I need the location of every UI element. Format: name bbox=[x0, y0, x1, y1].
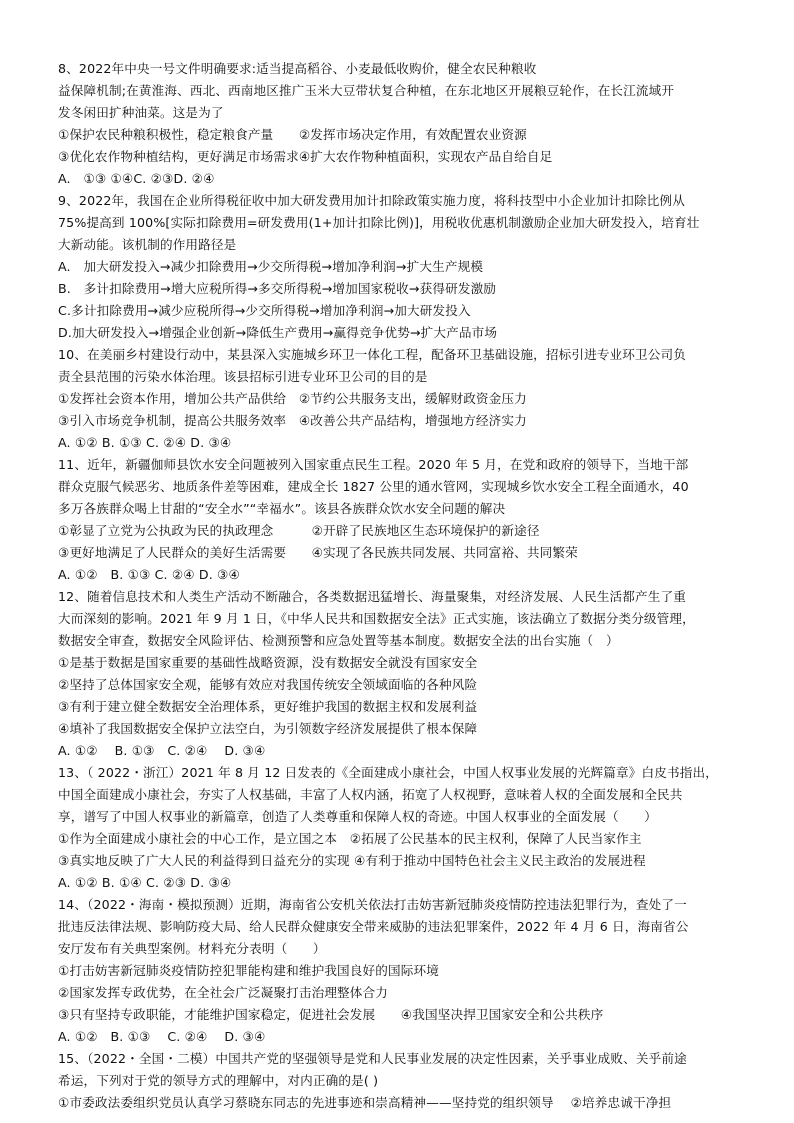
text-line: 大新动能。该机制的作用路径是 bbox=[58, 237, 237, 252]
text-line: ④填补了我国数据安全保护立法空白，为引领数字经济发展提供了根本保障 bbox=[58, 721, 478, 736]
text-line: ③优化农作物种植结构，更好满足市场需求④扩大农作物种植面积，实现农产品自给自足 bbox=[58, 149, 553, 164]
text-line: 12、随着信息技术和人类生产活动不断融合，各类数据迅猛增长、海量聚集，对经济发展、人民生活都产生了重 bbox=[58, 589, 687, 604]
text-line: 14、（2022・海南・模拟预测）近期，海南省公安机关依法打击妨害新冠肺炎疫情防控违法犯罪行为，查处了一 bbox=[58, 897, 687, 912]
text-line: 75%提高到 100%[实际扣除费用=研发费用(1+加计扣除比例)]，用税收优惠机制激励企业加大研发投入，培育壮 bbox=[58, 215, 700, 230]
text-line: A. ①③ ①④C. ②③D. ②④ bbox=[58, 171, 215, 186]
text-line: A. ①② B. ①④ C. ②③ D. ③④ bbox=[58, 875, 232, 890]
text-line: ③只有坚持专政职能，才能维护国家稳定，促进社会发展 ④我国坚决捍卫国家安全和公共秩序 bbox=[58, 1007, 604, 1022]
text-line: 益保障机制;在黄淮海、西北、西南地区推广玉米大豆带状复合种植，在东北地区开展粮豆轮作，在长江流域开 bbox=[58, 83, 675, 98]
text-line: 多万各族群众喝上甘甜的“安全水”“幸福水”。该县各族群众饮水安全问题的解决 bbox=[58, 501, 506, 516]
text-line: ③有利于建立健全数据安全治理体系，更好维护我国的数据主权和发展利益 bbox=[58, 699, 478, 714]
text-line: A. ①② B. ①③ C. ②④ D. ③④ bbox=[58, 435, 232, 450]
text-line: ①市委政法委组织党员认真学习蔡晓东同志的先进事迹和崇高精神——坚持党的组织领导 ②培养忠诚干净担 bbox=[58, 1095, 672, 1110]
text-line: 希运，下列对于党的领导方式的理解中，对内正确的是( ) bbox=[58, 1073, 379, 1088]
text-line: ①打击妨害新冠肺炎疫情防控犯罪能构建和维护我国良好的国际环境 bbox=[58, 963, 440, 978]
text-line: 15、（2022・全国・二模）中国共产党的坚强领导是党和人民事业发展的决定性因素，关乎事业成败、关乎前途 bbox=[58, 1051, 687, 1066]
text-line: A. 加大研发投入→减少扣除费用→少交所得税→增加净利润→扩大生产规模 bbox=[58, 259, 484, 274]
text-line: 13、（ 2022・浙江）2021 年 8 月 12 日发表的《全面建成小康社会，中国人权事业发展的光辉篇章》白皮书指出， bbox=[58, 765, 718, 780]
text-line: 享，谱写了中国人权事业的新篇章，创造了人类尊重和保障人权的奇迹。中国人权事业的全面发展（ ） bbox=[58, 809, 657, 824]
text-line: 安厅发布有关典型案例。材料充分表明（ ） bbox=[58, 941, 326, 956]
text-line: ①发挥社会资本作用，增加公共产品供给 ②节约公共服务支出，缓解财政资金压力 bbox=[58, 391, 527, 406]
text-line: 8、2022年中央一号文件明确要求:适当提高稻谷、小麦最低收购价，健全农民种粮收 bbox=[58, 61, 537, 76]
text-line: 10、在美丽乡村建设行动中，某县深入实施城乡环卫一体化工程，配备环卫基础设施，招标引进专业环卫公司负 bbox=[58, 347, 687, 362]
text-line: 责全县范围的污染水体治理。该县招标引进专业环卫公司的目的是 bbox=[58, 369, 428, 384]
text-line: ①是基于数据是国家重要的基础性战略资源，没有数据安全就没有国家安全 bbox=[58, 655, 478, 670]
text-line: 批违反法律法规、影响防疫大局、给人民群众健康安全带来威胁的违法犯罪案件，2022 年 4 月 6 日，海南省公 bbox=[58, 919, 689, 934]
text-line: ③引入市场竞争机制，提高公共服务效率 ④改善公共产品结构，增强地方经济实力 bbox=[58, 413, 527, 428]
text-line: 大而深刻的影响。2021 年 9 月 1 日，《中华人民共和国数据安全法》正式实施，该法确立了数据分类分级管理， bbox=[58, 611, 695, 626]
text-line: A. ①② B. ①③ C. ②④ D. ③④ bbox=[58, 743, 266, 758]
text-line: A. ①② B. ①③ C. ②④ D. ③④ bbox=[58, 1029, 266, 1044]
text-line: ①作为全面建成小康社会的中心工作，是立国之本 ②拓展了公民基本的民主权利，保障了人民当家作主 bbox=[58, 831, 642, 846]
text-line: C.多计扣除费用→减少应税所得→少交所得税→增加净利润→加大研发投入 bbox=[58, 303, 471, 318]
text-line: 发冬闲田扩种油菜。这是为了 bbox=[58, 105, 224, 120]
text-line: 中国全面建成小康社会，夯实了人权基础，丰富了人权内涵，拓宽了人权视野，意味着人权的全面发展和全民共 bbox=[58, 787, 683, 802]
text-line: ③更好地满足了人民群众的美好生活需要 ④实现了各民族共同发展、共同富裕、共同繁荣 bbox=[58, 545, 578, 560]
text-line: 11、近年，新疆伽师县饮水安全问题被列入国家重点民生工程。2020 年 5 月，在党和政府的领导下，当地干部 bbox=[58, 457, 689, 472]
text-line: ③真实地反映了广大人民的利益得到日益充分的实现 ④有利于推动中国特色社会主义民主政治的发展进程 bbox=[58, 853, 646, 868]
text-line: A. ①② B. ①③ C. ②④ D. ③④ bbox=[58, 567, 240, 582]
text-line: ①保护农民种粮积极性，稳定粮食产量 ②发挥市场决定作用，有效配置农业资源 bbox=[58, 127, 527, 142]
text-line: ②坚持了总体国家安全观，能够有效应对我国传统安全领域面临的各种风险 bbox=[58, 677, 478, 692]
text-line: ①彰显了立党为公执政为民的执政理念 ②开辟了民族地区生态环境保护的新途径 bbox=[58, 523, 540, 538]
text-line: ②国家发挥专政优势，在全社会广泛凝聚打击治理整体合力 bbox=[58, 985, 389, 1000]
text-line: 群众克服气候恶劣、地质条件差等困难，建成全长 1827 公里的通水管网，实现城乡饮水安全工程全面通水，40 bbox=[58, 479, 689, 494]
text-line: B. 多计扣除费用→增大应税所得→多交所得税→增加国家税收→获得研发激励 bbox=[58, 281, 497, 296]
text-line: D.加大研发投入→增强企业创新→降低生产费用→赢得竞争优势→扩大产品市场 bbox=[58, 325, 498, 340]
text-line: 9、2022年，我国在企业所得税征收中加大研发费用加计扣除政策实施力度，将科技型中小企业加计扣除比例从 bbox=[58, 193, 686, 208]
text-line: 数据安全审查，数据安全风险评估、检测预警和应急处置等基本制度。数据安全法的出台实施（ ） bbox=[58, 633, 619, 648]
